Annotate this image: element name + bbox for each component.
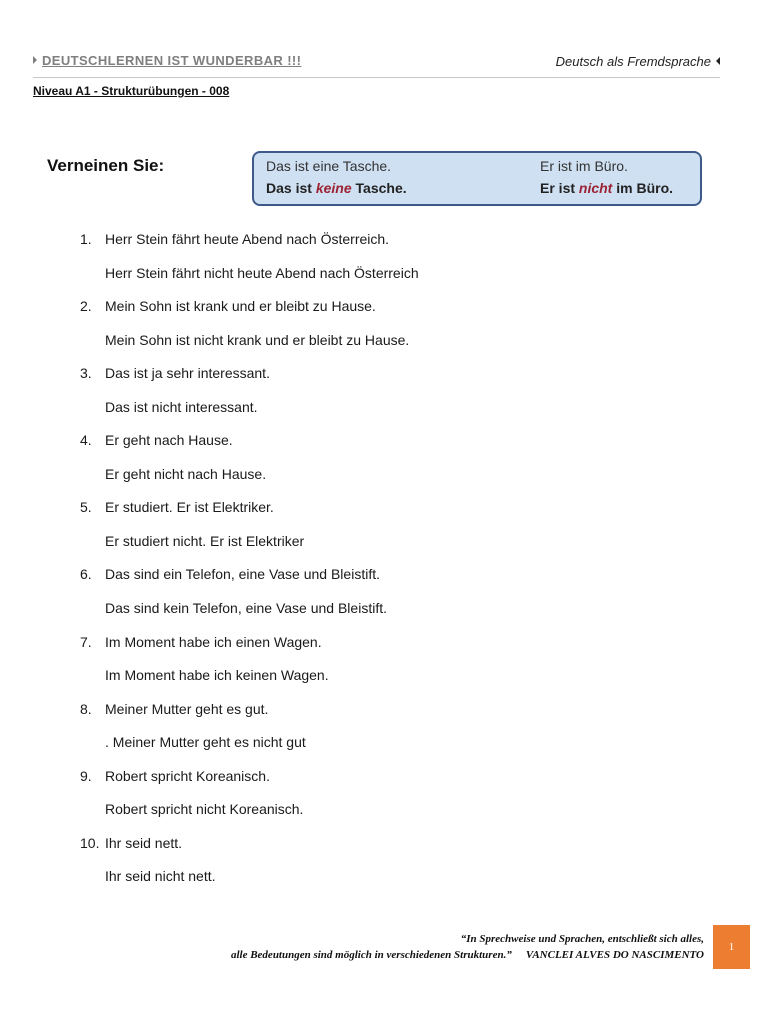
exercise-sentence: Robert spricht Koreanisch. xyxy=(105,767,270,784)
exercise-sentence: Herr Stein fährt heute Abend nach Österreich. xyxy=(105,231,390,247)
triangle-right-icon xyxy=(33,56,37,64)
exercise-number: 9. xyxy=(80,767,92,784)
exercise-answer: Robert spricht nicht Koreanisch. xyxy=(105,801,304,818)
exercise-sentence: Er studiert. Er ist Elektriker. xyxy=(105,499,274,516)
exercise-answer: Mein Sohn ist nicht krank und er bleibt zu Hause. xyxy=(105,331,410,348)
page-number-badge xyxy=(713,925,750,969)
exercise-sentence: Im Moment habe ich einen Wagen. xyxy=(105,633,322,650)
example-left-negation xyxy=(266,180,407,196)
exercise-answer: Im Moment habe ich keinen Wagen. xyxy=(105,667,329,684)
header-right-title-text: Deutsch als Fremdsprache xyxy=(555,54,711,69)
exercise-number: 7. xyxy=(80,633,92,650)
exercise-answer: Ihr seid nicht nett. xyxy=(105,868,216,885)
exercise-number: 5. xyxy=(80,499,92,516)
example-right-neg-pre: Er ist xyxy=(540,180,579,196)
exercise-number: 3. xyxy=(80,365,92,382)
exercise-sentence: Das sind ein Telefon, eine Vase und Bleistift. xyxy=(105,566,380,583)
header-left-title-text: DEUTSCHLERNEN IST WUNDERBAR !!! xyxy=(42,53,302,68)
worksheet-subtitle: Niveau A1 - Strukturübungen - 008 xyxy=(33,84,230,98)
exercise-answer: Er studiert nicht. Er ist Elektriker xyxy=(105,532,305,549)
exercise-number: 6. xyxy=(80,566,92,583)
exercise-sentence: Er geht nach Hause. xyxy=(105,432,233,449)
exercise-answer: Herr Stein fährt nicht heute Abend nach Österreich xyxy=(105,264,419,281)
footer-quote-line1: “In Sprechweise und Sprachen, entschließt sich alles, xyxy=(460,933,704,945)
instruction-heading: Verneinen Sie: xyxy=(47,156,165,175)
exercise-sentence: Mein Sohn ist krank und er bleibt zu Hause. xyxy=(105,298,376,315)
example-left-neg-word: keine xyxy=(315,180,352,196)
exercise-answer: Das sind kein Telefon, eine Vase und Bleistift. xyxy=(105,599,387,616)
exercise-number: 4. xyxy=(80,432,92,449)
exercise-sentence: Ihr seid nett. xyxy=(105,834,183,851)
example-right-statement: Er ist im Büro. xyxy=(540,158,628,174)
triangle-left-icon xyxy=(716,57,720,65)
exercise-sentence: Das ist ja sehr interessant. xyxy=(105,365,270,382)
exercise-answer: Das ist nicht interessant. xyxy=(105,398,258,415)
page-number: 1 xyxy=(728,941,735,953)
exercise-answer: Er geht nicht nach Hause. xyxy=(105,465,267,482)
example-box xyxy=(252,151,702,206)
exercise-number: 8. xyxy=(80,700,92,717)
footer-quote-line2-text: alle Bedeutungen sind möglich in verschiedenen Strukturen.” xyxy=(230,949,512,961)
example-right-neg-post: im Büro. xyxy=(612,180,674,196)
example-left-statement: Das ist eine Tasche. xyxy=(266,158,392,174)
example-right-negation xyxy=(540,180,673,196)
example-left-neg-post: Tasche. xyxy=(351,180,407,196)
header-right-title xyxy=(556,54,720,69)
exercise-number: 1. xyxy=(80,231,92,247)
footer-quote-line2 xyxy=(231,947,704,963)
exercise-number: 2. xyxy=(80,298,92,315)
footer-quote xyxy=(231,931,704,963)
example-right-neg-word: nicht xyxy=(578,180,613,196)
footer-author: VANCLEI ALVES DO NASCIMENTO xyxy=(525,949,704,961)
exercise-answer: . Meiner Mutter geht es nicht gut xyxy=(105,734,306,751)
header-divider xyxy=(33,77,720,78)
header-left-title xyxy=(33,53,301,68)
example-left-neg-pre: Das ist xyxy=(266,180,316,196)
exercise-number: 10. xyxy=(80,834,100,851)
exercise-sentence: Meiner Mutter geht es gut. xyxy=(105,700,269,717)
